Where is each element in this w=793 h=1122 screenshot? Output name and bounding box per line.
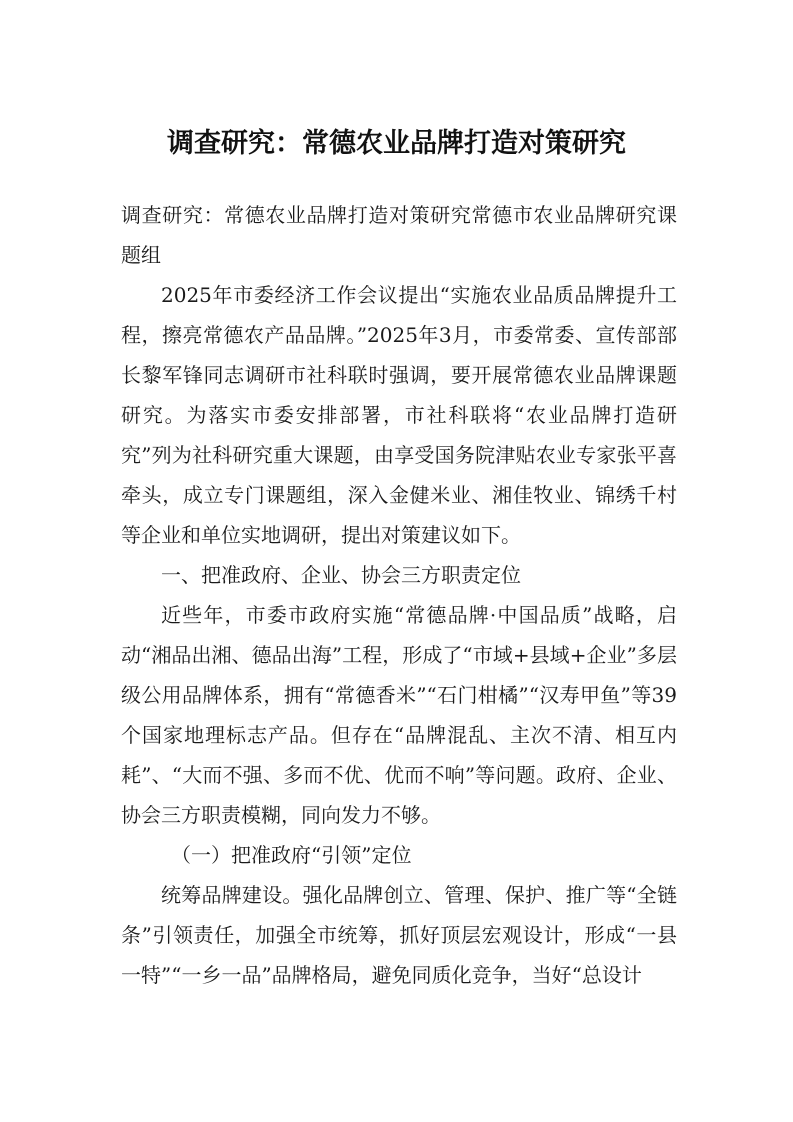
subsection-heading-1: （一）把准政府“引领”定位 [171, 843, 412, 867]
subsection-1-paragraph: 统筹品牌建设。强化品牌创立、管理、保护、推广等“全链条”引领责任，加强全市统筹，抓好顶层宏观设计，形成“一县一特”“一乡一品”品牌格局，避免同质化竞争，当好“总设计 [121, 883, 677, 987]
document-title: 调查研究：常德农业品牌打造对策研究 [167, 128, 626, 159]
document-body [121, 195, 677, 995]
byline-paragraph: 调查研究：常德农业品牌打造对策研究常德市农业品牌研究课题组 [121, 203, 677, 267]
intro-paragraph: 2025年市委经济工作会议提出“实施农业品质品牌提升工程，擦亮常德农产品品牌。”2025年3月，市委常委、宣传部部长黎军锋同志调研市社科联时强调，要开展常德农业品牌课题研究。为落实市委安排部署，市社科联将“农业品牌打造研究”列为社科研究重大课题，由享受国务院津贴农业专家张平喜牵头，成立专门课题组，深入金健米业、湘佳牧业、锦绣千村等企业和单位实地调研，提出对策建议如下。 [121, 283, 677, 547]
section-heading-1: 一、把准政府、企业、协会三方职责定位 [161, 563, 521, 587]
section-1-paragraph: 近些年，市委市政府实施“常德品牌·中国品质”战略，启动“湘品出湘、德品出海”工程，形成了“市域+县域+企业”多层级公用品牌体系，拥有“常德香米”“石门柑橘”“汉寿甲鱼”等39个国家地理标志产品。但存在“品牌混乱、主次不清、相互内耗”、“大而不强、多而不优、优而不响”等问题。政府、企业、协会三方职责模糊，同向发力不够。 [121, 603, 677, 827]
